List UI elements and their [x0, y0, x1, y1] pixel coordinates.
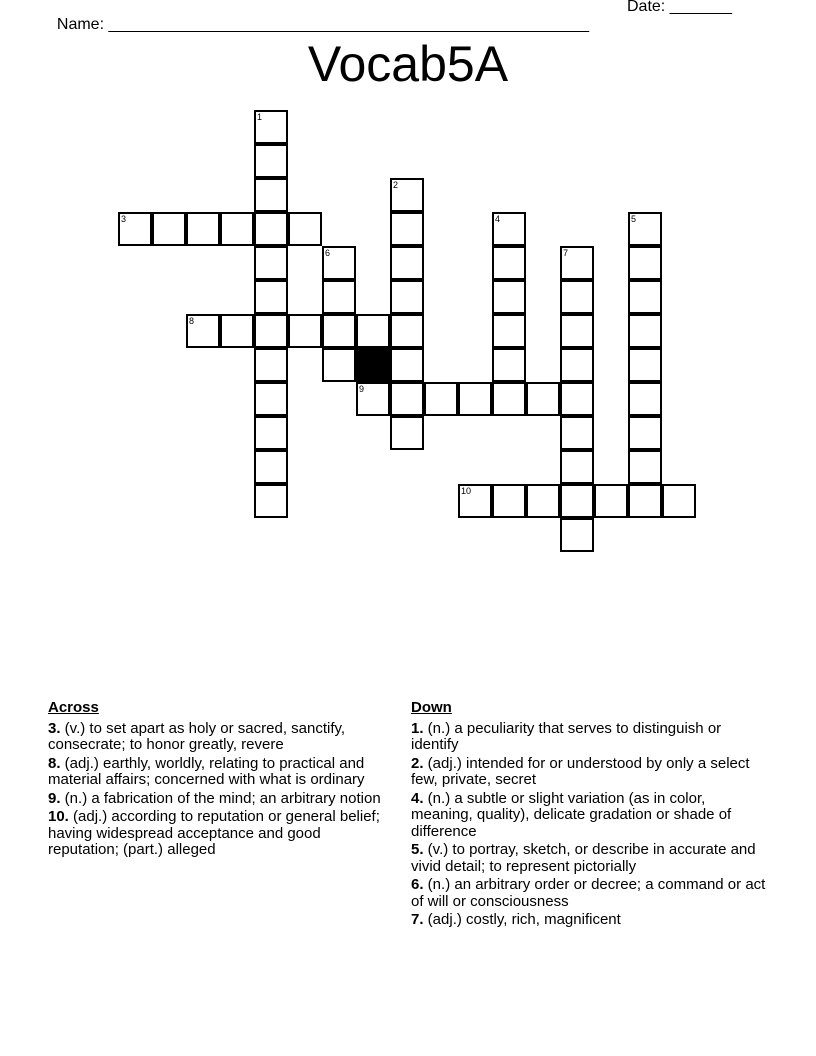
- crossword-cell[interactable]: [560, 416, 594, 450]
- across-heading: Across: [48, 699, 99, 716]
- crossword-cell[interactable]: [424, 382, 458, 416]
- crossword-cell[interactable]: [254, 178, 288, 212]
- crossword-cell[interactable]: [628, 450, 662, 484]
- clue-item: 8. (adj.) earthly, worldly, relating to practical and material affairs; concerned with what is ordinary: [48, 754, 365, 788]
- crossword-cell[interactable]: [560, 280, 594, 314]
- crossword-cell[interactable]: [628, 280, 662, 314]
- clue-number: 3: [121, 214, 127, 224]
- crossword-cell[interactable]: [628, 246, 662, 280]
- crossword-cell[interactable]: [492, 246, 526, 280]
- crossword-cell[interactable]: [254, 450, 288, 484]
- crossword-cell[interactable]: [254, 484, 288, 518]
- crossword-cell[interactable]: [152, 212, 186, 246]
- crossword-cell[interactable]: [594, 484, 628, 518]
- clue-item: 7. (adj.) costly, rich, magnificent: [411, 911, 621, 928]
- across-clues: [48, 700, 393, 861]
- clue-number: 4: [495, 214, 501, 224]
- crossword-cell[interactable]: [254, 416, 288, 450]
- clue-number: 8: [189, 316, 195, 326]
- crossword-cell[interactable]: [186, 212, 220, 246]
- clue-number: 9: [359, 384, 365, 394]
- crossword-cell[interactable]: [322, 348, 356, 382]
- crossword-cell[interactable]: [322, 314, 356, 348]
- crossword-cell[interactable]: [628, 212, 662, 246]
- crossword-cell[interactable]: [254, 246, 288, 280]
- crossword-cell[interactable]: [492, 212, 526, 246]
- crossword-cell[interactable]: [322, 246, 356, 280]
- clue-number: 6: [325, 248, 331, 258]
- clue-item: 6. (n.) an arbitrary order or decree; a command or act of will or consciousness: [411, 876, 766, 910]
- crossword-cell[interactable]: [390, 246, 424, 280]
- clue-item: 10. (adj.) according to reputation or general belief; having widespread acceptance and good reputation; (part.) alleged: [48, 808, 380, 858]
- crossword-cell[interactable]: [560, 450, 594, 484]
- crossword-cell[interactable]: [560, 348, 594, 382]
- crossword-cell[interactable]: [254, 314, 288, 348]
- crossword-cell[interactable]: [458, 484, 492, 518]
- crossword-cell[interactable]: [560, 314, 594, 348]
- crossword-cell[interactable]: [492, 280, 526, 314]
- crossword-cell[interactable]: [526, 382, 560, 416]
- crossword-cell[interactable]: [560, 382, 594, 416]
- crossword-cell[interactable]: [628, 416, 662, 450]
- crossword-cell[interactable]: [628, 382, 662, 416]
- crossword-cell[interactable]: [628, 348, 662, 382]
- crossword-cell[interactable]: [492, 314, 526, 348]
- crossword-cell[interactable]: [356, 314, 390, 348]
- crossword-cell[interactable]: [628, 314, 662, 348]
- clue-item: 4. (n.) a subtle or slight variation (as in color, meaning, quality), delicate gradation or shade of difference: [411, 789, 732, 840]
- crossword-cell[interactable]: [628, 484, 662, 518]
- crossword-cell[interactable]: [254, 212, 288, 246]
- crossword-cell[interactable]: [390, 382, 424, 416]
- crossword-cell[interactable]: [254, 280, 288, 314]
- clue-item: 2. (adj.) intended for or understood by only a select few, private, secret: [411, 754, 750, 788]
- crossword-cell[interactable]: [390, 280, 424, 314]
- date-field-label: Date: _______: [627, 0, 732, 15]
- clue-item: 5. (v.) to portray, sketch, or describe in accurate and vivid detail; to represent pictorially: [411, 841, 756, 875]
- name-field-label: Name: ______________________________________________________: [56, 16, 589, 33]
- crossword-cell[interactable]: [560, 246, 594, 280]
- crossword-cell[interactable]: [492, 484, 526, 518]
- clue-number: 7: [563, 248, 569, 258]
- down-clues: [411, 700, 766, 931]
- crossword-cell[interactable]: [220, 212, 254, 246]
- clue-item: 3. (v.) to set apart as holy or sacred, sanctify, consecrate; to honor greatly, revere: [48, 719, 346, 753]
- crossword-cell[interactable]: [492, 348, 526, 382]
- crossword-cell[interactable]: [254, 144, 288, 178]
- crossword-cell[interactable]: [118, 212, 152, 246]
- clue-number: 1: [257, 112, 263, 122]
- crossword-black-square: [356, 348, 390, 382]
- crossword-cell[interactable]: [254, 382, 288, 416]
- crossword-cell[interactable]: [390, 178, 424, 212]
- clue-item: 9. (n.) a fabrication of the mind; an arbitrary notion: [48, 789, 381, 807]
- down-heading: Down: [411, 699, 452, 716]
- crossword-cell[interactable]: [662, 484, 696, 518]
- clue-number: 10: [461, 486, 472, 496]
- page-title: Vocab5A: [307, 36, 509, 92]
- crossword-cell[interactable]: [390, 348, 424, 382]
- clue-item: 1. (n.) a peculiarity that serves to distinguish or identify: [411, 719, 722, 753]
- crossword-cell[interactable]: [526, 484, 560, 518]
- crossword-cell[interactable]: [254, 110, 288, 144]
- crossword-cell[interactable]: [458, 382, 492, 416]
- crossword-cell[interactable]: [254, 348, 288, 382]
- crossword-cell[interactable]: [390, 212, 424, 246]
- crossword-cell[interactable]: [390, 416, 424, 450]
- crossword-cell[interactable]: [186, 314, 220, 348]
- crossword-cell[interactable]: [390, 314, 424, 348]
- crossword-cell[interactable]: [560, 484, 594, 518]
- crossword-cell[interactable]: [288, 314, 322, 348]
- crossword-cell[interactable]: [560, 518, 594, 552]
- crossword-cell[interactable]: [356, 382, 390, 416]
- crossword-cell[interactable]: [288, 212, 322, 246]
- crossword-cell[interactable]: [322, 280, 356, 314]
- crossword-cell[interactable]: [220, 314, 254, 348]
- clue-number: 5: [631, 214, 637, 224]
- clue-number: 2: [393, 180, 399, 190]
- crossword-cell[interactable]: [492, 382, 526, 416]
